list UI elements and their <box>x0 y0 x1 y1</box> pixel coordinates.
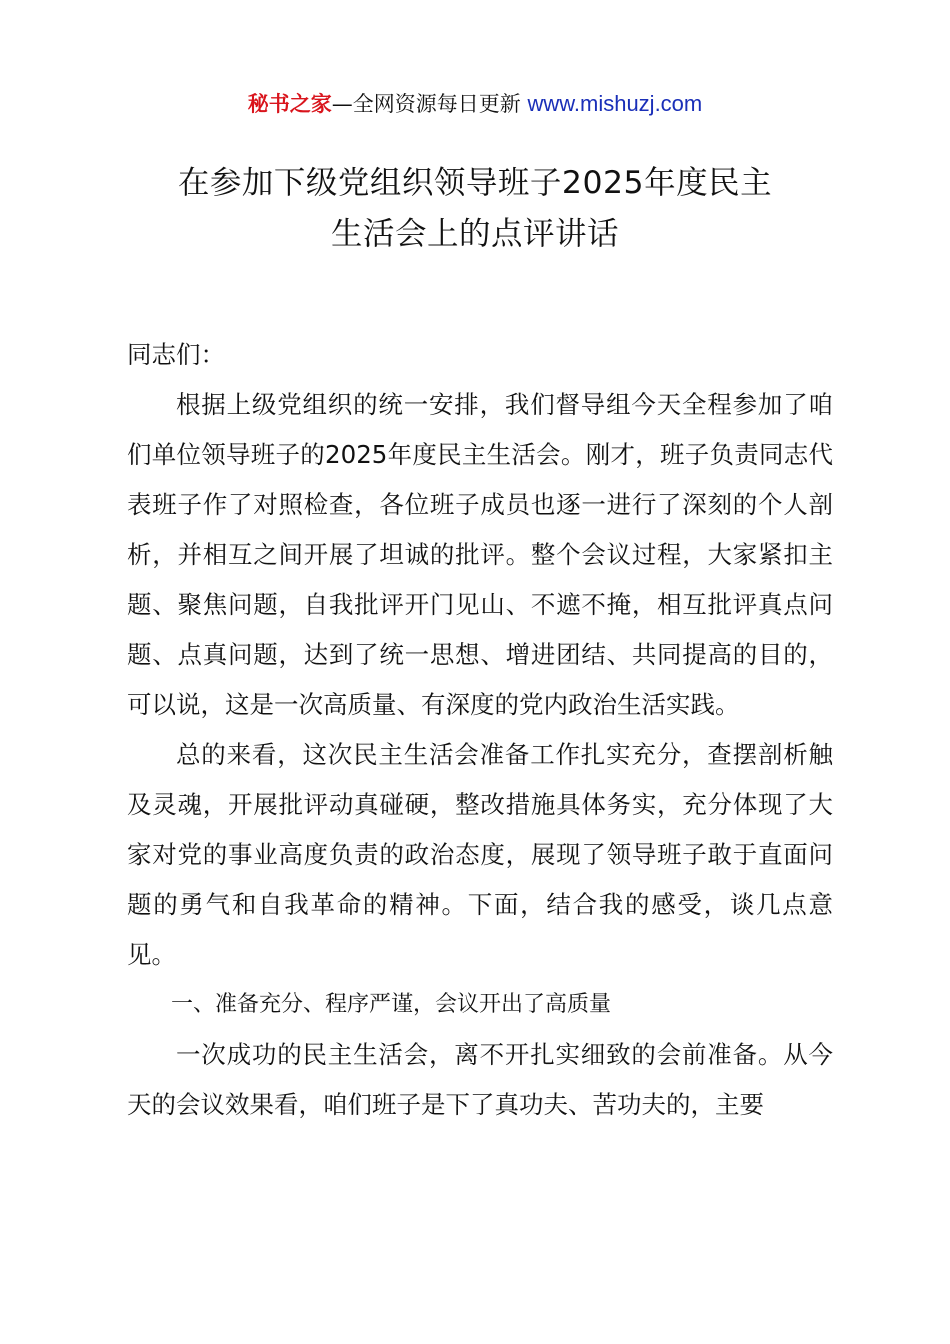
salutation: 同志们： <box>127 340 225 369</box>
site-header <box>0 88 950 120</box>
site-url-link[interactable]: www.mishuzj.com <box>527 91 703 116</box>
section-1-paragraph: 一次成功的民主生活会，离不开扎实细致的会前准备。从今天的会议效果看，咱们班子是下了真功夫、苦功夫的，主要 <box>127 1040 833 1119</box>
section-heading-1: 一、准备充分、程序严谨，会议开出了高质量 <box>171 992 612 1017</box>
document-title-line-2: 生活会上的点评讲话 <box>330 216 619 252</box>
brand-name: 秘书之家 <box>247 92 332 116</box>
document-body <box>127 330 833 1130</box>
paragraph-1: 根据上级党组织的统一安排，我们督导组今天全程参加了咱们单位领导班子的2025年度民主生活会。刚才，班子负责同志代表班子作了对照检查，各位班子成员也逐一进行了深刻的个人剖析，并相互之间开展了坦诚的批评。整个会议过程，大家紧扣主题、聚焦问题，自我批评开门见山、不遮不掩，相互批评真点问题、点真问题，达到了统一思想、增进团结、共同提高的目的，可以说，这是一次高质量、有深度的党内政治生活实践。 <box>127 390 833 719</box>
paragraph-2: 总的来看，这次民主生活会准备工作扎实充分，查摆剖析触及灵魂，开展批评动真碰硬，整改措施具体务实，充分体现了大家对党的事业高度负责的政治态度，展现了领导班子敢于直面问题的勇气和自我革命的精神。下面，结合我的感受，谈几点意见。 <box>127 740 833 969</box>
document-title-line-1: 在参加下级党组织领导班子2025年度民主 <box>177 165 773 201</box>
site-tagline: —全网资源每日更新 <box>331 92 521 116</box>
document-title <box>100 158 850 260</box>
